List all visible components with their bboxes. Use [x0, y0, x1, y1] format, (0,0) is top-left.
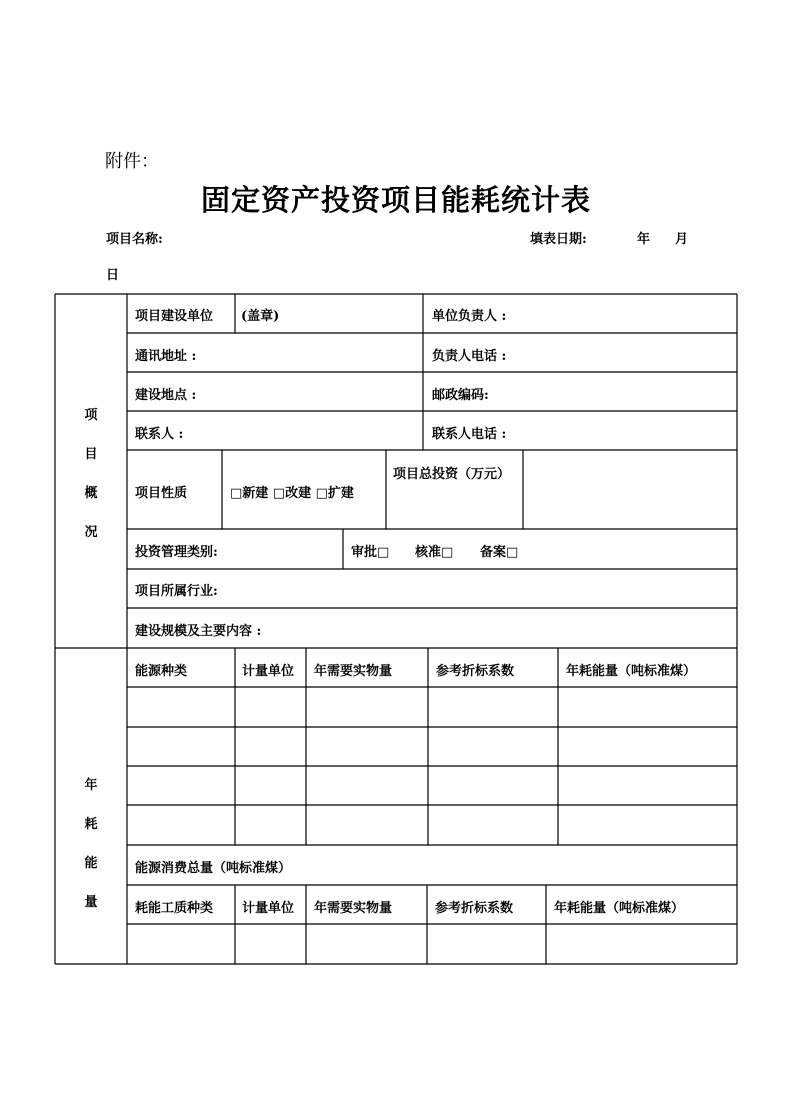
energy-header-unit: 计量单位 — [242, 664, 295, 679]
scale-field[interactable]: 建设规模及主要内容 : — [135, 624, 262, 639]
side-label-char: 况 — [84, 525, 98, 540]
unit-head-field[interactable]: 单位负责人 : — [432, 309, 507, 324]
side-label-char: 概 — [84, 486, 98, 501]
site-field[interactable]: 建设地点 : — [135, 388, 197, 403]
construction-unit-label: 项目建设单位 — [135, 309, 214, 324]
record-checkbox[interactable]: 备案□ — [480, 545, 519, 560]
month-label: 月 — [675, 232, 689, 247]
energy-header-consumption: 年耗能量（吨标准煤） — [566, 664, 697, 679]
year-label: 年 — [637, 232, 651, 247]
head-phone-field[interactable]: 负责人电话 : — [432, 349, 507, 364]
total-investment-label: 项目总投资（万元） — [393, 467, 511, 482]
energy-header-coefficient: 参考折标系数 — [436, 664, 515, 679]
medium-header-quantity: 年需要实物量 — [314, 901, 393, 916]
medium-header-unit: 计量单位 — [242, 901, 295, 916]
energy-total-label: 能源消费总量（吨标准煤） — [135, 861, 292, 876]
fill-date-label: 填表日期: — [530, 232, 587, 247]
address-field[interactable]: 通讯地址 : — [135, 349, 197, 364]
side-label-char: 年 — [84, 778, 98, 793]
attachment-label: 附件： — [105, 151, 159, 172]
contact-field[interactable]: 联系人 : — [135, 427, 184, 442]
side-label-char: 量 — [84, 895, 98, 910]
postcode-field[interactable]: 邮政编码: — [432, 388, 489, 403]
nature-options[interactable]: □新建 □改建 □扩建 — [230, 486, 354, 501]
side-label-char: 能 — [84, 856, 98, 871]
side-label-char: 耗 — [84, 817, 98, 832]
approval-checkbox[interactable]: 审批□ — [351, 545, 390, 560]
industry-field[interactable]: 项目所属行业: — [135, 584, 218, 599]
side-label-char: 目 — [84, 447, 98, 462]
verification-checkbox[interactable]: 核准□ — [415, 545, 454, 560]
contact-phone-field[interactable]: 联系人电话 : — [432, 427, 507, 442]
seal-field[interactable]: (盖章) — [241, 309, 280, 324]
page-title: 固定资产投资项目能耗统计表 — [200, 183, 591, 217]
management-type-label: 投资管理类别: — [135, 545, 218, 560]
medium-header-consumption: 年耗能量（吨标准煤） — [554, 901, 685, 916]
medium-header-coefficient: 参考折标系数 — [435, 901, 514, 916]
project-name-label: 项目名称: — [106, 232, 163, 247]
day-label: 日 — [106, 268, 120, 283]
nature-label: 项目性质 — [135, 486, 188, 501]
medium-header-type: 耗能工质种类 — [135, 901, 214, 916]
side-label-char: 项 — [84, 408, 98, 423]
energy-header-type: 能源种类 — [135, 664, 188, 679]
energy-header-quantity: 年需要实物量 — [314, 664, 393, 679]
